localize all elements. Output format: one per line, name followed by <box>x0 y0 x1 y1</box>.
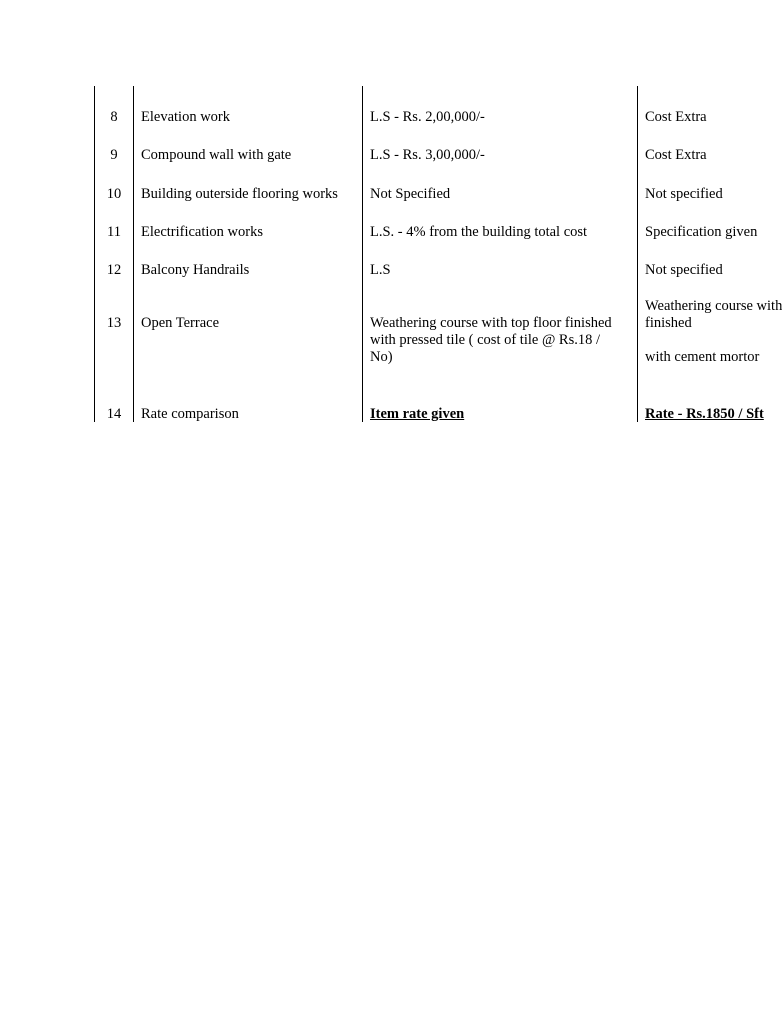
option-a-value: L.S <box>370 262 391 278</box>
option-b-line: with cement mortor <box>645 349 760 365</box>
option-a-value: Item rate given <box>370 406 465 422</box>
option-a-line: Weathering course with top floor finished <box>370 315 612 331</box>
option-b-line: Weathering course with <box>645 298 782 314</box>
option-a-line: No) <box>370 349 393 365</box>
option-b-value: Not specified <box>645 186 723 202</box>
row-number: 12 <box>106 262 122 278</box>
row-number: 14 <box>106 406 122 422</box>
option-b-value: Cost Extra <box>645 147 707 163</box>
option-a-value: L.S - Rs. 3,00,000/- <box>370 147 485 163</box>
item-name: Rate comparison <box>141 406 239 422</box>
row-number: 11 <box>107 224 121 240</box>
item-name: Electrification works <box>141 224 263 240</box>
table-border-left <box>94 86 95 422</box>
column-divider-b <box>637 86 638 422</box>
column-divider-item <box>133 86 134 422</box>
item-name: Balcony Handrails <box>141 262 250 278</box>
item-name: Open Terrace <box>141 315 220 331</box>
option-b-value: Rate - Rs.1850 / Sft <box>645 406 764 422</box>
option-a-value: Not Specified <box>370 186 451 202</box>
option-b-value: Not specified <box>645 262 723 278</box>
row-number: 9 <box>110 147 118 163</box>
item-name: Building outerside flooring works <box>141 186 338 202</box>
option-b-line: finished <box>645 315 692 331</box>
row-number: 10 <box>106 186 122 202</box>
row-number: 8 <box>110 109 118 125</box>
item-name: Elevation work <box>141 109 230 125</box>
row-number: 13 <box>106 315 122 331</box>
option-b-value: Cost Extra <box>645 109 707 125</box>
option-b-value: Specification given <box>645 224 758 240</box>
option-a-value: L.S - Rs. 2,00,000/- <box>370 109 485 125</box>
option-a-value: L.S. - 4% from the building total cost <box>370 224 588 240</box>
option-a-line: with pressed tile ( cost of tile @ Rs.18 / <box>370 332 601 348</box>
item-name: Compound wall with gate <box>141 147 292 163</box>
column-divider-a <box>362 86 363 422</box>
